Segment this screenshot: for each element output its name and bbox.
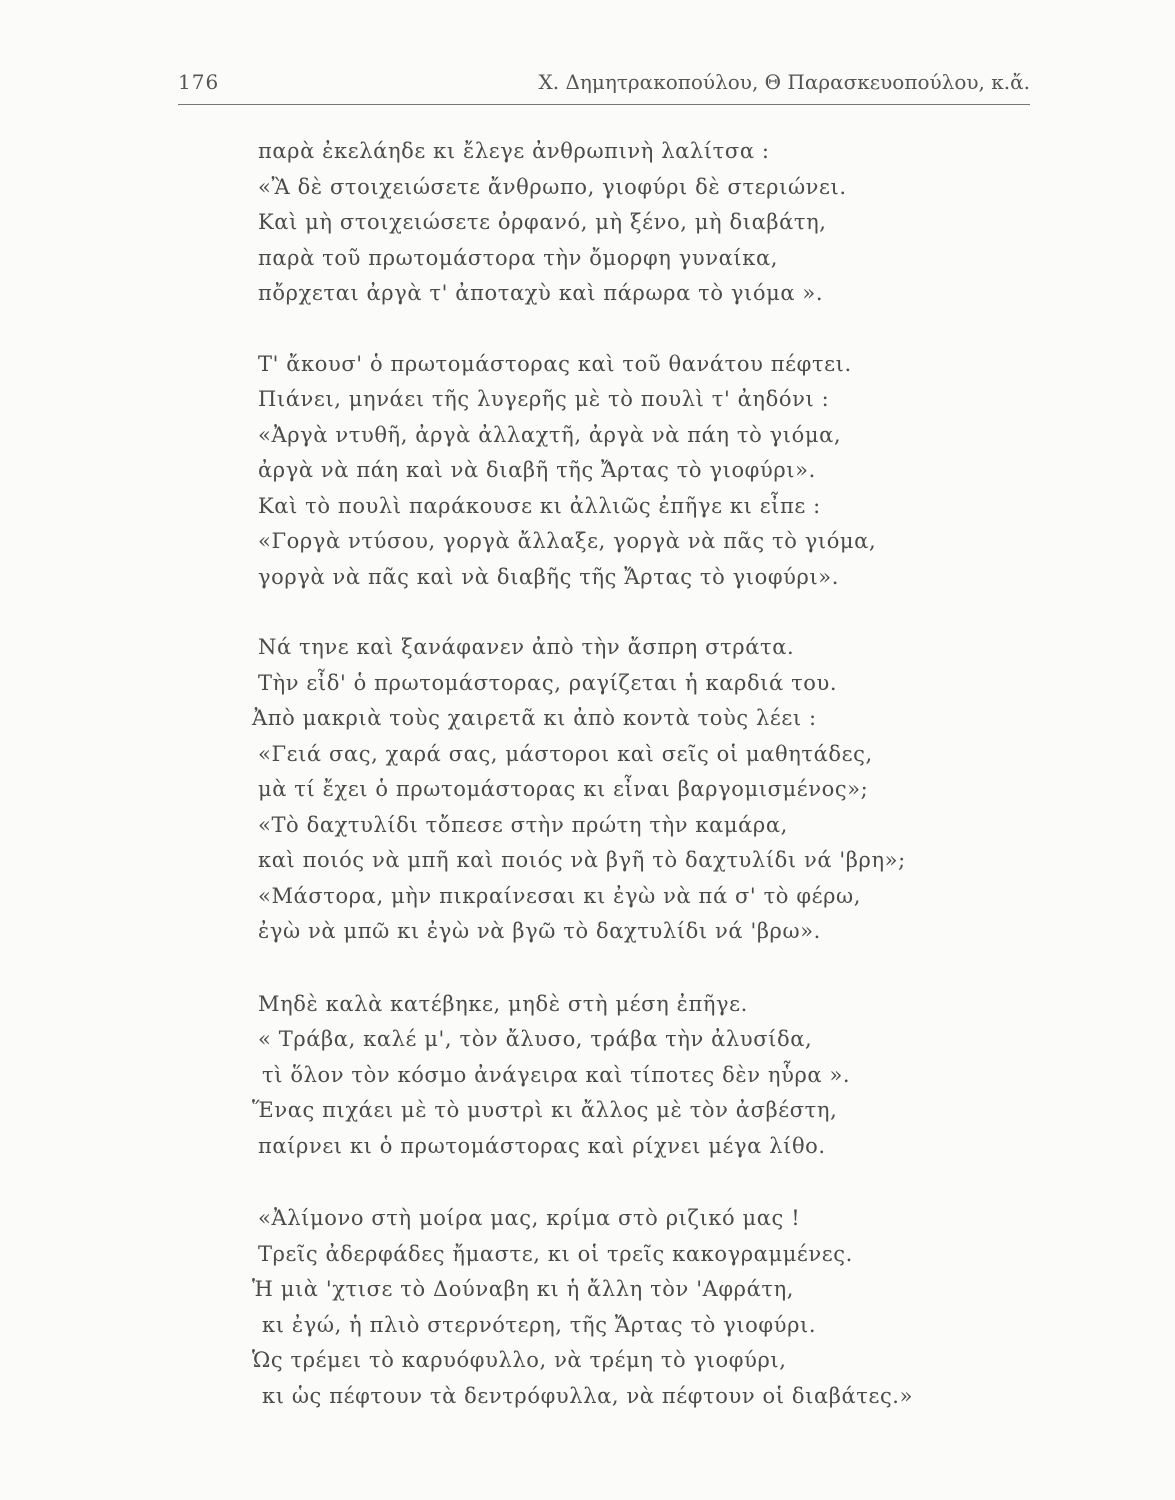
stanza-gap [258, 1164, 958, 1201]
poem-line: Καὶ τὸ πουλὶ παράκουσε κι ἀλλιῶς ἐπῆγε κι εἶπε : [258, 493, 821, 518]
stanza-1 [258, 134, 958, 312]
running-head: Χ. Δημητρακοπούλου, Θ Παρασκευοπούλου, κ.ἄ. [538, 70, 1030, 94]
poem-line: «Τὸ δαχτυλίδι τὄπεσε στὴν πρώτη τὴν καμάρα, [258, 812, 788, 837]
stanza-gap [258, 950, 958, 987]
poem-line: Μηδὲ καλὰ κατέβηκε, μηδὲ στὴ μέση ἐπῆγε. [258, 991, 748, 1016]
poem-line: Τὴν εἶδ' ὁ πρωτομάστορας, ραγίζεται ἡ καρδιά του. [258, 670, 838, 695]
poem-line: Ἀπὸ μακριὰ τοὺς χαιρετᾶ κι ἀπὸ κοντὰ τοὺς λέει : [252, 706, 817, 730]
stanza-2 [258, 347, 958, 596]
poem-line: μὰ τί ἔχει ὁ πρωτομάστορας κι εἶναι βαργομισμένος»; [258, 777, 869, 801]
poem-line: Τρεῖς ἀδερφάδες ἤμαστε, κι οἱ τρεῖς κακογραμμένες. [258, 1241, 853, 1266]
poem-line: «Μάστορα, μὴν πικραίνεσαι κι ἐγὼ νὰ πά σ' τὸ φέρω, [258, 883, 862, 908]
poem-text [252, 134, 958, 1414]
poem-line: πὄρχεται ἀργὰ τ' ἀποταχὺ καὶ πάρωρα τὸ γιόμα ». [258, 281, 824, 305]
page-number: 176 [178, 70, 220, 94]
poem-line: τὶ ὅλον τὸν κόσμο ἀνάγειρα καὶ τίποτες δὲν ηὗρα ». [262, 1062, 851, 1087]
poem-line: παρὰ ἐκελάηδε κι ἔλεγε ἀνθρωπινὴ λαλίτσα : [258, 139, 770, 163]
poem-line: καὶ ποιός νὰ μπῆ καὶ ποιός νὰ βγῆ τὸ δαχτυλίδι νά 'βρη»; [258, 848, 906, 872]
stanza-gap [258, 312, 958, 347]
stanza-3 [252, 630, 958, 950]
stanza-4 [252, 987, 958, 1165]
stanza-gap [258, 595, 958, 630]
poem-line: Πιάνει, μηνάει τῆς λυγερῆς μὲ τὸ πουλὶ τ' ἀηδόνι : [258, 387, 830, 411]
poem-line: Καὶ μὴ στοιχειώσετε ὀρφανό, μὴ ξένο, μὴ διαβάτη, [258, 210, 827, 234]
poem-line: Ἡ μιὰ 'χτισε τὸ Δούναβη κι ἡ ἄλλη τὸν 'Αφράτη, [252, 1277, 795, 1301]
stanza-5 [252, 1201, 958, 1414]
poem-line: παρὰ τοῦ πρωτομάστορα τὴν ὄμορφη γυναίκα, [258, 245, 779, 270]
poem-line: « Τράβα, καλέ μ', τὸν ἄλυσο, τράβα τὴν ἀλυσίδα, [258, 1027, 813, 1051]
poem-line: ἐγὼ νὰ μπῶ κι ἐγὼ νὰ βγῶ τὸ δαχτυλίδι νά 'βρω». [258, 919, 821, 943]
poem-line: γοργὰ νὰ πᾶς καὶ νὰ διαβῆς τῆς Ἄρτας τὸ γιοφύρι». [258, 564, 840, 589]
page-header [178, 70, 1030, 104]
poem-line: «Γειά σας, χαρά σας, μάστοροι καὶ σεῖς οἱ μαθητάδες, [258, 741, 873, 766]
poem-line: ἀργὰ νὰ πάη καὶ νὰ διαβῆ τῆς Ἄρτας τὸ γιοφύρι». [258, 458, 816, 482]
poem-line: κι ἐγώ, ἡ πλιὸ στερνότερη, τῆς Ἄρτας τὸ γιοφύρι. [262, 1312, 817, 1337]
poem-line: «Ἀλίμονο στὴ μοίρα μας, κρίμα στὸ ριζικό μας ! [258, 1206, 801, 1230]
poem-line: Ἕνας πιχάει μὲ τὸ μυστρὶ κι ἄλλος μὲ τὸν ἀσβέστη, [252, 1098, 838, 1122]
poem-line: παίρνει κι ὁ πρωτομάστορας καὶ ρίχνει μέγα λίθο. [258, 1133, 826, 1158]
poem-line: κι ὡς πέφτουν τὰ δεντρόφυλλα, νὰ πέφτουν οἱ διαβάτες.» [262, 1383, 914, 1408]
poem-line: Τ' ἄκουσ' ὁ πρωτομάστορας καὶ τοῦ θανάτου πέφτει. [258, 351, 852, 376]
poem-line: Νά τηνε καὶ ξανάφανεν ἀπὸ τὴν ἄσπρη στράτα. [258, 635, 795, 659]
poem-line: «Ἂ δὲ στοιχειώσετε ἄνθρωπο, γιοφύρι δὲ στεριώνει. [258, 174, 847, 199]
poem-line: Ὡς τρέμει τὸ καρυόφυλλο, νὰ τρέμη τὸ γιοφύρι, [252, 1348, 787, 1372]
poem-line: «Ἀργὰ ντυθῆ, ἀργὰ ἀλλαχτῆ, ἀργὰ νὰ πάη τὸ γιόμα, [258, 422, 842, 447]
poem-line: «Γοργὰ ντύσου, γοργὰ ἄλλαξε, γοργὰ νὰ πᾶς τὸ γιόμα, [258, 529, 877, 553]
header-rule [178, 104, 1030, 105]
